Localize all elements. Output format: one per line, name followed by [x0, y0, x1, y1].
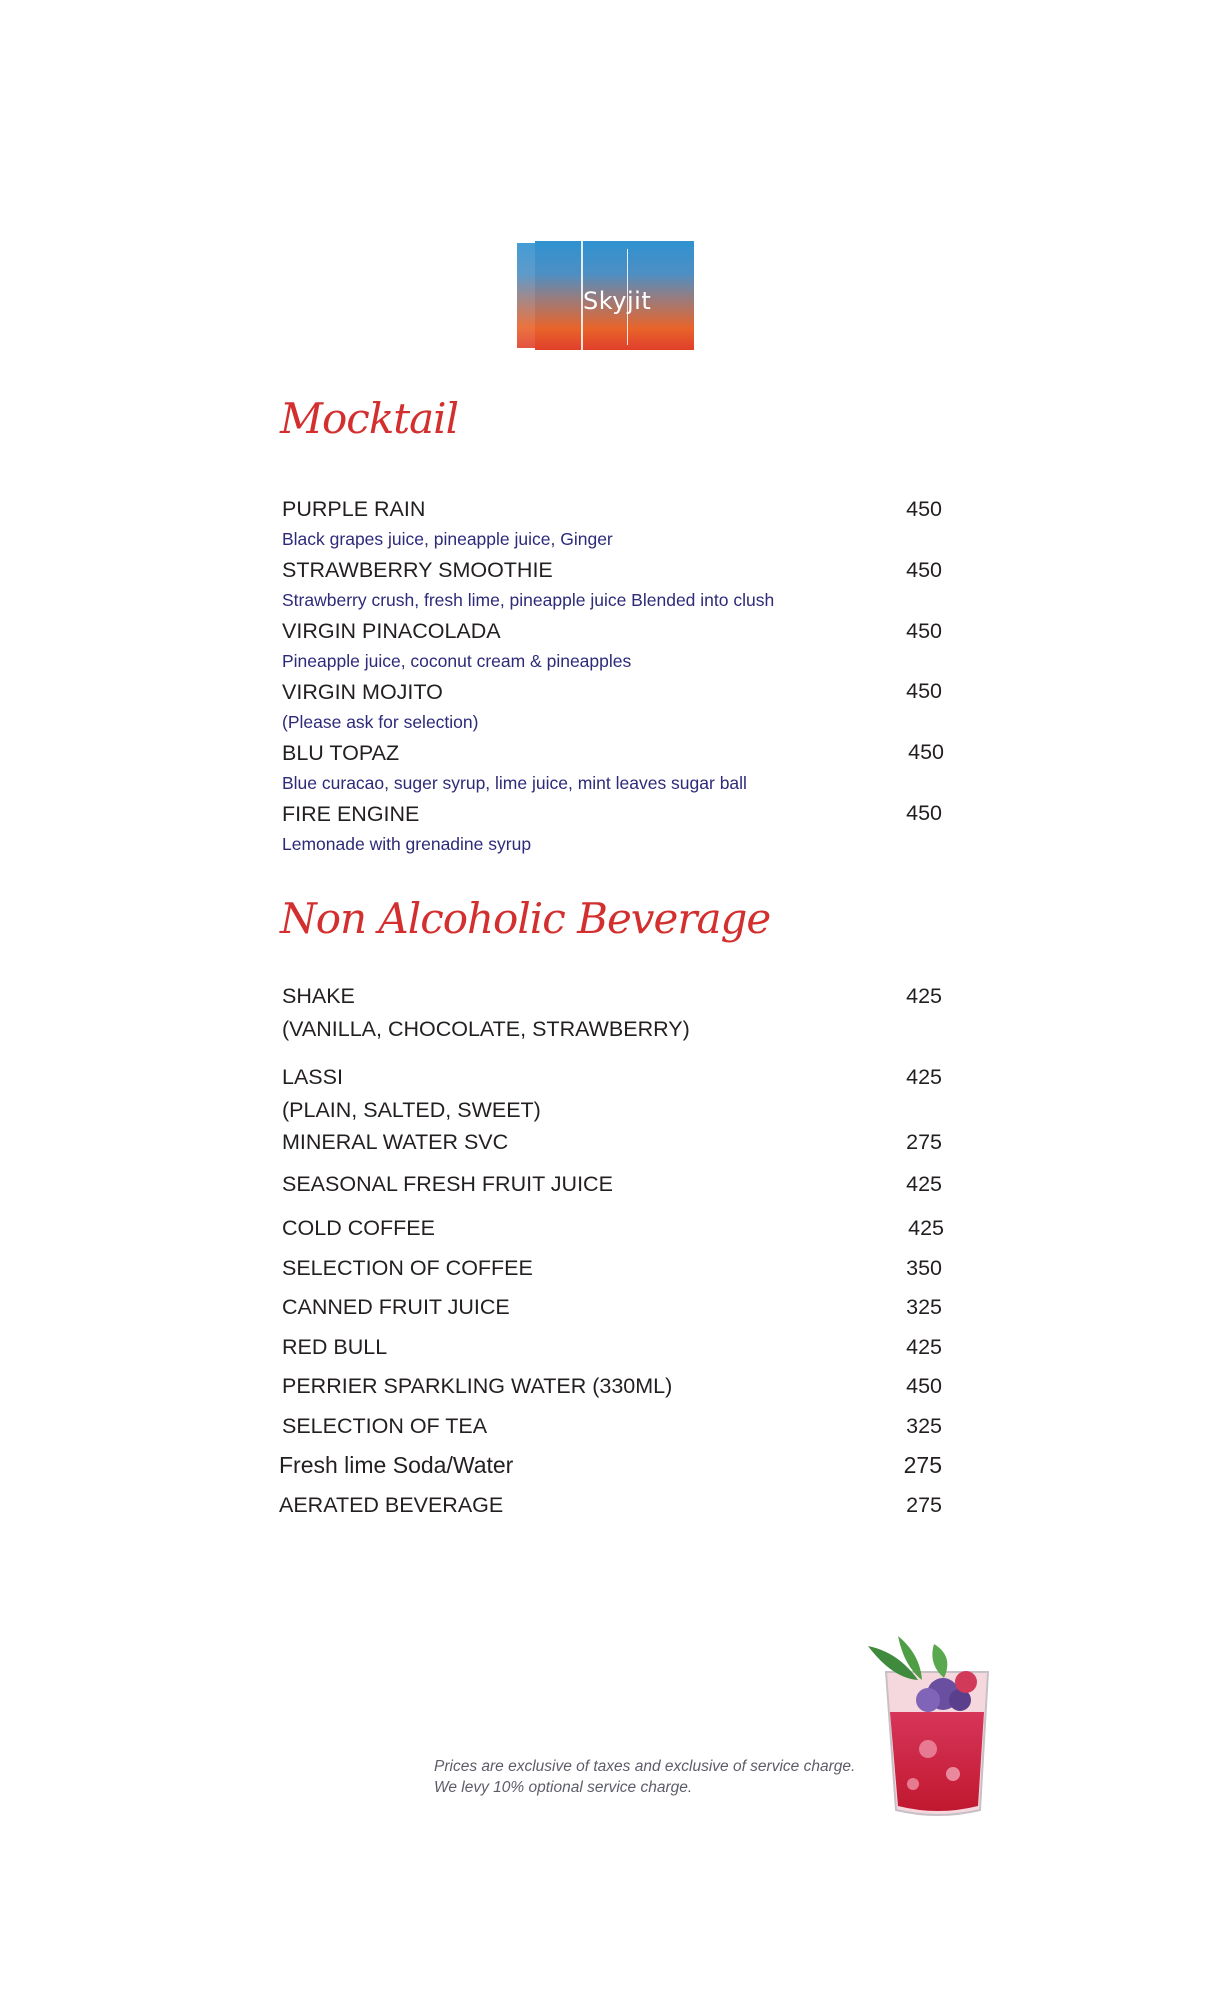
menu-item-options: (VANILLA, CHOCOLATE, STRAWBERRY): [282, 1017, 690, 1041]
menu-item-price: 450: [906, 558, 942, 582]
menu-item-price: 425: [906, 1335, 942, 1359]
menu-item-price: 450: [906, 801, 942, 825]
menu-item-price: 425: [906, 1065, 942, 1089]
menu-item-price: 450: [906, 497, 942, 521]
menu-item-price: 425: [908, 1216, 944, 1240]
menu-item-description: Strawberry crush, fresh lime, pineapple juice Blended into clush: [282, 590, 775, 610]
menu-item-name: SELECTION OF TEA: [282, 1414, 488, 1438]
menu-item-name: SELECTION OF COFFEE: [282, 1256, 533, 1280]
menu-item-description: (Please ask for selection): [282, 712, 479, 732]
menu-item-price: 450: [908, 740, 944, 764]
menu-item-options: (PLAIN, SALTED, SWEET): [282, 1098, 541, 1122]
menu-item-name: PERRIER SPARKLING WATER (330ML): [282, 1374, 673, 1398]
menu-item-price: 275: [906, 1130, 942, 1154]
menu-item-name: CANNED FRUIT JUICE: [282, 1295, 510, 1319]
footnote-line: We levy 10% optional service charge.: [434, 1779, 693, 1796]
menu-item-description: Black grapes juice, pineapple juice, Ginger: [282, 529, 613, 549]
menu-item-name: AERATED BEVERAGE: [279, 1493, 504, 1517]
section-title-mocktail: Mocktail: [280, 394, 459, 443]
menu-item-name: PURPLE RAIN: [282, 497, 426, 521]
menu-item-price: 275: [903, 1452, 942, 1478]
menu-item-name: Fresh lime Soda/Water: [279, 1452, 514, 1478]
menu-item-name: COLD COFFEE: [282, 1216, 435, 1240]
menu-item-name: MINERAL WATER SVC: [282, 1130, 509, 1154]
menu-item-name: STRAWBERRY SMOOTHIE: [282, 558, 553, 582]
footnote-line: Prices are exclusive of taxes and exclusive of service charge.: [434, 1758, 856, 1775]
section-title-non-alcoholic-beverage: Non Alcoholic Beverage: [280, 894, 771, 943]
menu-item-price: 325: [906, 1295, 942, 1319]
menu-item-name: RED BULL: [282, 1335, 388, 1359]
menu-item-name: LASSI: [282, 1065, 343, 1089]
menu-item-price: 450: [906, 1374, 942, 1398]
menu-item-price: 450: [906, 619, 942, 643]
menu-item-price: 275: [906, 1493, 942, 1517]
menu-item-description: Lemonade with grenadine syrup: [282, 834, 532, 854]
menu-item-description: Pineapple juice, coconut cream & pineapples: [282, 651, 632, 671]
mocktail-glass-illustration: [858, 1634, 998, 1820]
menu-item-price: 425: [906, 984, 942, 1008]
menu-item-name: FIRE ENGINE: [282, 802, 420, 826]
menu-item-price: 325: [906, 1414, 942, 1438]
logo-text: Skyjit: [583, 287, 652, 315]
menu-item-name: VIRGIN MOJITO: [282, 680, 443, 704]
menu-item-price: 350: [906, 1256, 942, 1280]
menu-item-name: BLU TOPAZ: [282, 741, 400, 765]
menu-item-price: 450: [906, 679, 942, 703]
skyjit-logo: [517, 241, 694, 350]
menu-item-name: VIRGIN PINACOLADA: [282, 619, 501, 643]
menu-item-description: Blue curacao, suger syrup, lime juice, mint leaves sugar ball: [282, 773, 747, 793]
menu-item-price: 425: [906, 1172, 942, 1196]
menu-item-name: SEASONAL FRESH FRUIT JUICE: [282, 1172, 613, 1196]
menu-item-name: SHAKE: [282, 984, 355, 1008]
service-charge-note: [434, 1756, 855, 1798]
